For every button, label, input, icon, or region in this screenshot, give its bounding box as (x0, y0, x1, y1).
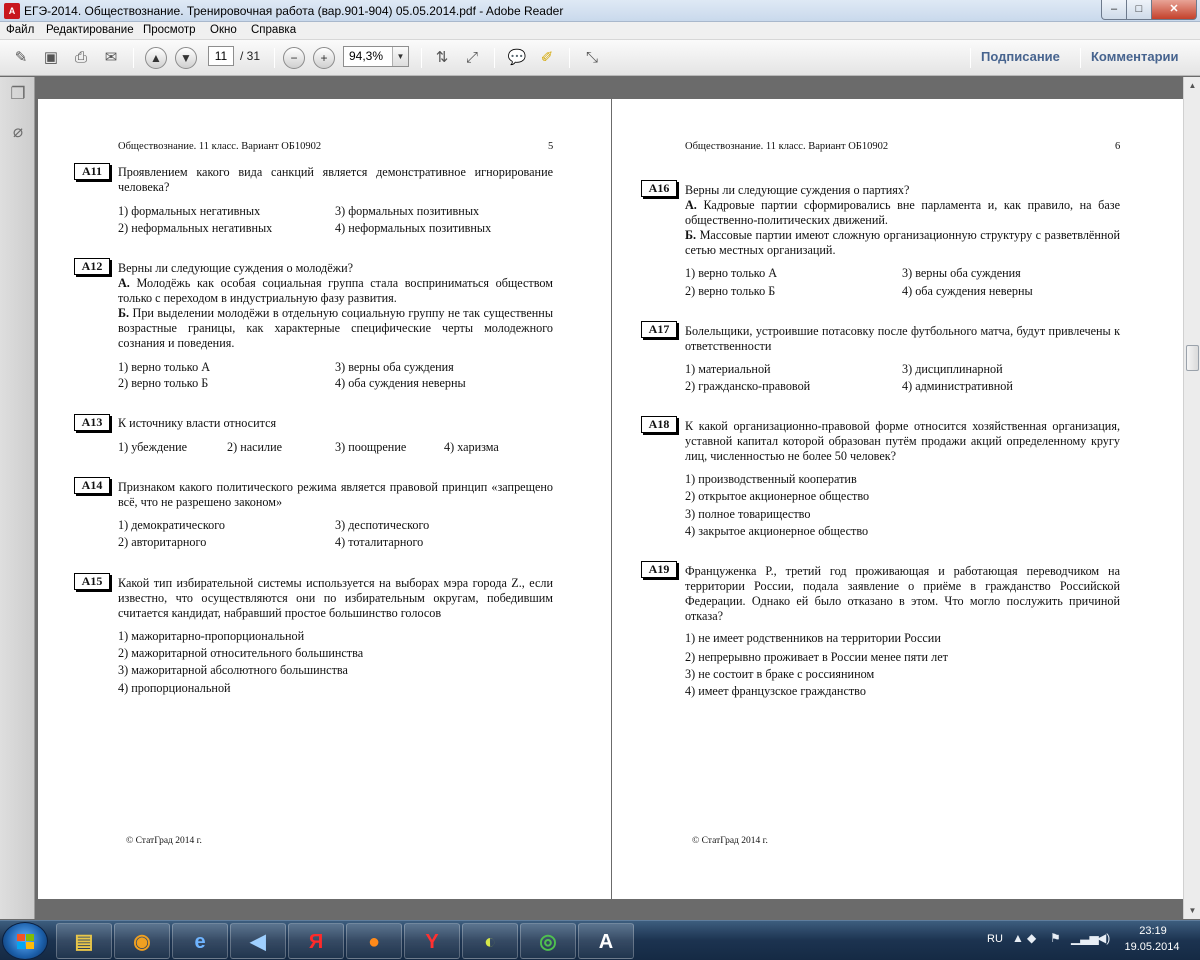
answer-option: 2) верно только Б (118, 376, 209, 390)
vertical-scrollbar[interactable] (1183, 77, 1200, 919)
question-text (685, 183, 1120, 258)
question-label: A16 (641, 180, 677, 197)
answer-option: 4) административной (902, 379, 1013, 393)
document-area[interactable] (36, 77, 1183, 919)
answer-option: 3) полное товарищество (685, 507, 811, 521)
page-number: 5 (548, 141, 554, 152)
question-text: Болельщики, устроившие потасовку после футбольного матча, будут привлечены к ответственности (685, 324, 1120, 353)
fit-page-icon[interactable]: ⤢ (465, 49, 478, 66)
statement-b: При выделении молодёжи в отдельную социальную группу не так существенны возрастные границы, как характерные специфические черты молодежного сознания и поведения. (118, 306, 554, 350)
sign-pane-button[interactable]: Подписание (981, 49, 1060, 64)
toolbar-divider (1080, 48, 1081, 68)
start-button[interactable] (2, 922, 48, 960)
page-footer: © СтатГрад 2014 г. (692, 836, 768, 846)
network-signal-icon[interactable]: ▁▃▅ (1071, 931, 1099, 945)
save-icon[interactable]: ▣ (43, 49, 59, 66)
clock-date[interactable]: 19.05.2014 (1124, 941, 1180, 953)
yandex-browser-task[interactable] (404, 923, 460, 959)
chevron-down-icon[interactable]: ▼ (392, 47, 408, 66)
action-center-flag-icon[interactable]: ⚑ (1050, 931, 1061, 945)
zoom-in-icon[interactable]: + (313, 47, 335, 69)
answer-option: 4) закрытое акционерное общество (685, 524, 869, 538)
file-explorer-icon: ▤ (74, 931, 94, 953)
answer-option: 1) демократического (118, 518, 226, 532)
answer-option: 1) не имеет родственников на территории России (685, 631, 941, 645)
firefox-icon: ● (367, 931, 381, 953)
app-task[interactable] (462, 923, 518, 959)
pdf-page-right (612, 99, 1183, 899)
page-total: / 31 (240, 49, 261, 63)
page-number: 6 (1115, 141, 1121, 152)
statement-a-prefix: А. (118, 276, 130, 290)
statement-b-prefix: Б. (685, 228, 697, 242)
menu-bar (0, 22, 1200, 40)
page-footer: © СтатГрад 2014 г. (126, 836, 202, 846)
close-button[interactable]: ✕ (1151, 0, 1197, 20)
question-text: К какой организационно-правовой форме относится хозяйственная организация, уставной капитал которой образован путём продажи акций определенному кругу лиц, численностью не более 50 человек? (685, 419, 1120, 463)
menu-window[interactable]: Окно (210, 24, 237, 36)
menu-view[interactable]: Просмотр (143, 24, 196, 36)
adobe-reader-icon: A (4, 3, 20, 19)
answer-option: 4) неформальных позитивных (335, 221, 492, 235)
question-label: A15 (74, 573, 110, 590)
toolbar-divider (421, 48, 422, 68)
media-player-icon: ◀ (250, 931, 266, 953)
statement-a-prefix: А. (685, 198, 697, 212)
windows-logo-icon (17, 934, 35, 950)
volume-icon[interactable]: ◀) (1097, 931, 1111, 945)
toolbar-divider (970, 48, 971, 68)
answer-option: 4) тоталитарного (335, 535, 424, 549)
statement-a: Молодёжь как особая социальная группа стала восприниматься обществом только с переходом в индустриальную фазу развития. (118, 276, 553, 305)
next-page-icon[interactable]: ▼ (175, 47, 197, 69)
statement-a: Кадровые партии сформировались вне парламента и, как правило, на базе общественно-политических движений. (685, 198, 1120, 227)
answer-option: 1) верно только А (685, 266, 778, 280)
answer-option: 3) дисциплинарной (902, 362, 1003, 376)
firefox-task[interactable] (346, 923, 402, 959)
menu-help[interactable]: Справка (251, 24, 297, 36)
page-thumbnails-icon[interactable]: ❐ (10, 84, 26, 103)
question-text: К источнику власти относится (118, 416, 277, 430)
eye-app-icon: ◉ (133, 931, 151, 953)
chrome-task[interactable] (520, 923, 576, 959)
statement-b: Массовые партии имеют сложную организационную структуру с разветвлённой сетью местных организаций. (685, 228, 1120, 257)
question-label: A12 (74, 258, 110, 275)
answer-option: 4) пропорциональной (118, 681, 231, 695)
toolbar-divider (133, 48, 134, 68)
email-icon[interactable]: ✉ (104, 49, 118, 66)
answer-option: 2) мажоритарной относительного большинства (118, 646, 364, 660)
language-indicator[interactable]: RU (987, 933, 1003, 945)
comment-note-icon[interactable]: 💬 (507, 49, 527, 66)
toolbar-divider (274, 48, 275, 68)
answer-option: 4) оба суждения неверны (335, 376, 466, 390)
answer-option: 1) верно только А (118, 360, 211, 374)
chrome-icon: ◎ (539, 931, 557, 953)
answer-option: 3) формальных позитивных (335, 204, 480, 218)
adobe-reader-icon: A (598, 931, 614, 953)
page-number-input[interactable]: 11 (208, 46, 234, 66)
zoom-select[interactable] (343, 46, 409, 67)
zoom-out-icon[interactable]: − (283, 47, 305, 69)
scrolling-mode-icon[interactable]: ⇅ (435, 49, 449, 66)
answer-option: 3) верны оба суждения (335, 360, 454, 374)
answer-option: 2) открытое акционерное общество (685, 489, 870, 503)
scroll-up-icon[interactable]: ▲ (1188, 81, 1197, 90)
question-label: A17 (641, 321, 677, 338)
question-label: A11 (74, 163, 110, 180)
answer-option: 3) мажоритарной абсолютного большинства (118, 663, 348, 677)
clock-time[interactable]: 23:19 (1139, 925, 1167, 937)
minimize-button[interactable]: – (1101, 0, 1127, 20)
eye-app-task[interactable] (114, 923, 170, 959)
question-label: A19 (641, 561, 677, 578)
answer-option: 2) верно только Б (685, 284, 776, 298)
answer-option: 3) деспотического (335, 518, 430, 532)
internet-explorer-icon: e (194, 931, 206, 953)
answer-option: 4) оба суждения неверны (902, 284, 1033, 298)
question-intro: Верны ли следующие суждения о партиях? (685, 183, 910, 197)
pdf-page-left (38, 99, 611, 899)
answer-option: 1) убеждение (118, 440, 188, 454)
page-header: Обществознание. 11 класс. Вариант ОБ10902 (685, 141, 889, 152)
question-text: Какой тип избирательной системы используется на выборах мэра города Z., если известно, что осуществляются они по избирательным округам, победившим считается кандидат, набравший простое большинство голосов (118, 576, 553, 620)
answer-option: 3) поощрение (335, 440, 407, 454)
answer-option: 1) формальных негативных (118, 204, 261, 218)
navigation-pane (0, 77, 35, 919)
menu-edit[interactable]: Редактирование (46, 24, 134, 36)
answer-option: 2) авторитарного (118, 535, 207, 549)
question-intro: Верны ли следующие суждения о молодёжи? (118, 261, 354, 275)
answer-option: 4) харизма (444, 440, 499, 454)
comment-pane-button[interactable]: Комментарии (1091, 49, 1179, 64)
title-bar (0, 0, 1200, 22)
adobe-reader-task[interactable] (578, 923, 634, 959)
answer-option: 1) производственный кооператив (685, 472, 857, 486)
menu-file[interactable]: Файл (6, 24, 35, 36)
attachments-icon[interactable]: ⌀ (12, 122, 24, 141)
question-text: Француженка Р., третий год проживающая и работающая переводчиком на территории России, подала заявление о приёме в гражданство Российской Федерации. Однако ей было отказано в этом. Что могло послужить причиной отказа? (685, 564, 1120, 623)
yandex-task[interactable] (288, 923, 344, 959)
statement-b-prefix: Б. (118, 306, 130, 320)
zoom-value: 94,3% (349, 49, 384, 63)
answer-option: 1) материальной (685, 362, 771, 376)
highlight-text-icon[interactable]: ✐ (540, 49, 554, 66)
answer-option: 2) неформальных негативных (118, 221, 273, 235)
media-player-task[interactable] (230, 923, 286, 959)
question-text (118, 261, 553, 351)
scroll-down-icon[interactable]: ▼ (1188, 906, 1197, 915)
page-header: Обществознание. 11 класс. Вариант ОБ10902 (118, 141, 322, 152)
answer-option: 4) имеет французское гражданство (685, 684, 866, 698)
full-screen-icon[interactable]: ⤡ (585, 49, 598, 66)
toolbar-divider (569, 48, 570, 68)
window-title: ЕГЭ-2014. Обществознание. Тренировочная работа (вар.901-904) 05.05.2014.pdf - Adobe Reader (24, 4, 564, 18)
answer-option: 2) гражданско-правовой (685, 379, 811, 393)
internet-explorer-task[interactable] (172, 923, 228, 959)
tray-arrow-icon[interactable]: ▲ (1012, 931, 1024, 945)
toolbar-divider (494, 48, 495, 68)
yandex-browser-icon: Y (425, 931, 439, 953)
yandex-icon: Я (308, 931, 324, 953)
answer-option: 2) непрерывно проживает в России менее пяти лет (685, 650, 948, 664)
tray-app-icon[interactable]: ◆ (1027, 931, 1037, 945)
question-text: Признаком какого политического режима является правовой принцип «запрещено всё, что не разрешено законом» (118, 480, 553, 509)
question-text: Проявлением какого вида санкций является демонстративное игнорирование человека? (118, 165, 553, 194)
answer-option: 3) не состоит в браке с россиянином (685, 667, 875, 681)
scrollbar-thumb[interactable] (1186, 345, 1199, 371)
create-pdf-icon[interactable]: ✎ (14, 49, 28, 66)
answer-option: 1) мажоритарно-пропорциональной (118, 629, 305, 643)
answer-option: 3) верны оба суждения (902, 266, 1021, 280)
question-label: A13 (74, 414, 110, 431)
answer-option: 2) насилие (227, 440, 283, 454)
print-icon[interactable]: ⎙ (74, 49, 87, 66)
app-icon: ◐ (483, 931, 497, 953)
question-label: A18 (641, 416, 677, 433)
question-label: A14 (74, 477, 110, 494)
file-explorer-task[interactable] (56, 923, 112, 959)
maximize-button[interactable]: □ (1126, 0, 1152, 20)
previous-page-icon[interactable]: ▲ (145, 47, 167, 69)
